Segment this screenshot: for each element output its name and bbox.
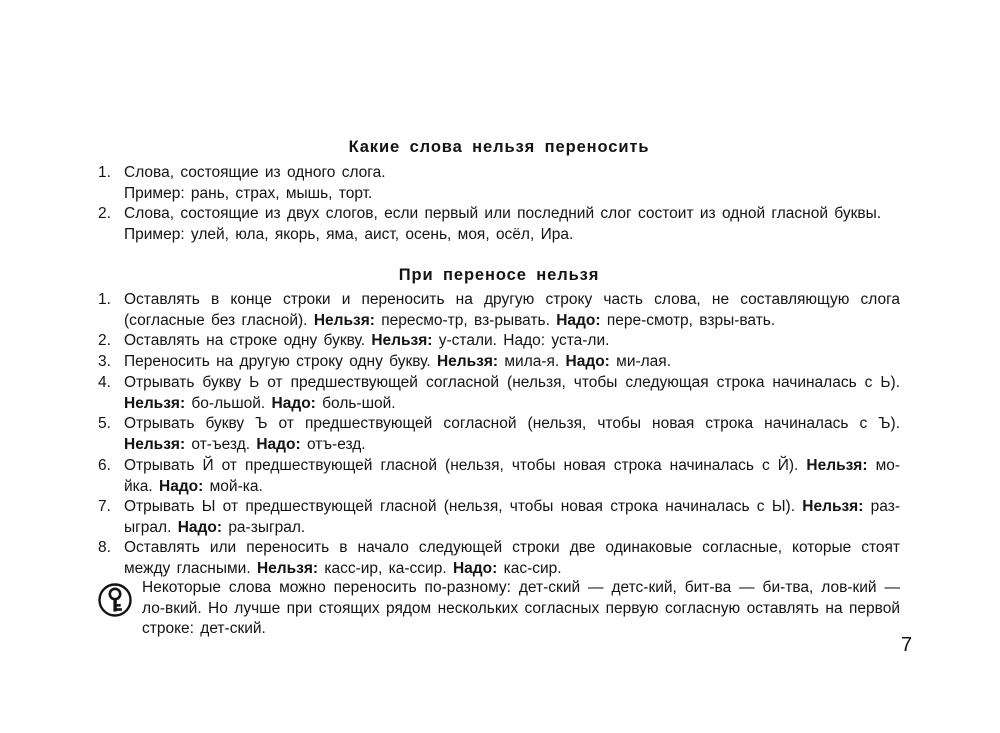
item-number: 5.: [98, 415, 111, 432]
rule-text: Переносить на другую строку одну букву.: [124, 353, 431, 370]
forbidden-label: Нельзя:: [806, 457, 868, 474]
list-item: [98, 204, 900, 245]
forbidden-label: Нельзя:: [802, 498, 864, 515]
item-number: 2.: [98, 332, 111, 349]
correct-example: ра-зыграл.: [228, 518, 306, 536]
list-item: [98, 331, 900, 352]
item-body: [124, 538, 900, 579]
item-body: [124, 331, 900, 352]
correct-example: пере-смотр, взры-вать.: [606, 311, 776, 329]
item-body: [124, 456, 900, 497]
item-body: [124, 497, 900, 538]
item-number: 4.: [98, 374, 111, 391]
rule-text: Оставлять или переносить в начало следующей строки две одинаковые согласные, которые стоят между гласными.: [124, 539, 900, 577]
item-text: Слова, состоящие из одного слога.: [124, 164, 386, 181]
rule-text: Отрывать Й от предшествующей гласной (нельзя, чтобы новая строка начиналась с Й).: [124, 457, 799, 474]
correct-label: Надо:: [177, 518, 222, 536]
rule-text: Отрывать Ы от предшествующей гласной (нельзя, чтобы новая строка начиналась с Ы).: [124, 498, 796, 515]
rule-text: Оставлять в конце строки и переносить на другую строку часть слова, не составляющую слога (согласные без гласной).: [124, 291, 900, 329]
forbidden-example: от-ъезд.: [191, 435, 251, 453]
correct-label: Надо:: [271, 394, 316, 412]
list-item: [98, 456, 900, 497]
list-item: [98, 290, 900, 331]
correct-example: кас-сир.: [503, 559, 562, 577]
correct-example: мой-ка.: [209, 477, 263, 495]
section-heading-unbreakable-words: Какие слова нельзя переносить: [348, 138, 650, 156]
correct-label: Надо:: [556, 311, 601, 329]
item-example: Пример: рань, страх, мышь, торт.: [124, 184, 373, 202]
item-body: [124, 290, 900, 331]
item-body: [124, 352, 900, 373]
forbidden-example: мо-йка.: [124, 457, 901, 495]
correct-label: Надо:: [565, 353, 610, 370]
forbidden-example: бо-льшой.: [191, 394, 266, 412]
item-example: Пример: улей, юла, якорь, яма, аист, осень, моя, осёл, Ира.: [124, 225, 574, 243]
forbidden-label: Нельзя:: [256, 559, 319, 577]
item-number: 1.: [98, 291, 111, 308]
rule-text: Оставлять на строке одну букву.: [124, 332, 366, 349]
item-number: 1.: [98, 164, 111, 181]
forbidden-label: Нельзя:: [124, 394, 186, 412]
list-item: [98, 414, 900, 455]
list-item: [98, 538, 900, 579]
correct-example: боль-шой.: [322, 394, 396, 412]
forbidden-label: Нельзя:: [371, 332, 433, 349]
rule-text: Отрывать букву Ъ от предшествующей согласной (нельзя, чтобы новая строка начиналась с Ъ).: [124, 415, 900, 432]
list-item: [98, 497, 900, 538]
correct-example: отъ-езд.: [306, 435, 366, 453]
correct-label: Надо:: [452, 559, 498, 577]
forbidden-label: Нельзя:: [124, 435, 186, 453]
correct-example: ми-лая.: [616, 353, 671, 370]
forbidden-example: у-стали.: [438, 332, 497, 349]
item-text: Слова, состоящие из двух слогов, если первый или последний слог состоит из одной гласной буквы.: [124, 205, 882, 222]
list-item: [98, 352, 900, 373]
list-item: [98, 163, 900, 204]
correct-label: Надо:: [159, 477, 204, 495]
section-heading-hyphenation-rules: При переносе нельзя: [398, 266, 600, 284]
item-body: [124, 414, 900, 455]
key-icon: [98, 583, 132, 617]
rule-text: Отрывать букву Ь от предшествующей согласной (нельзя, чтобы следующая строка начиналась с Ь).: [124, 374, 900, 391]
item-number: 7.: [98, 498, 111, 515]
correct-label: Надо:: [256, 435, 301, 453]
list-item: [98, 373, 900, 414]
forbidden-example: мила-я.: [504, 353, 560, 370]
forbidden-example: пересмо-тр, вз-рывать.: [381, 311, 550, 329]
forbidden-example: касс-ир, ка-ссир.: [324, 559, 447, 577]
item-number: 6.: [98, 457, 111, 474]
item-number: 8.: [98, 539, 111, 556]
forbidden-label: Нельзя:: [313, 311, 375, 329]
hyphenation-note: Некоторые слова можно переносить по-разному: дет-ский — детс-кий, бит-ва — би-тва, лов-кий — ло-вкий. Но лучше при стоящих рядом нескольких согласных первую согласную оставлять на первой строке: дет-ский.: [142, 579, 900, 637]
page-number: 7: [901, 634, 913, 656]
forbidden-label: Нельзя:: [436, 353, 499, 370]
item-number: 2.: [98, 205, 111, 222]
item-number: 3.: [98, 353, 111, 370]
forbidden-example: раз-ыграл.: [124, 498, 900, 536]
item-body: [124, 373, 900, 414]
correct-example: Надо: уста-ли.: [503, 332, 610, 349]
